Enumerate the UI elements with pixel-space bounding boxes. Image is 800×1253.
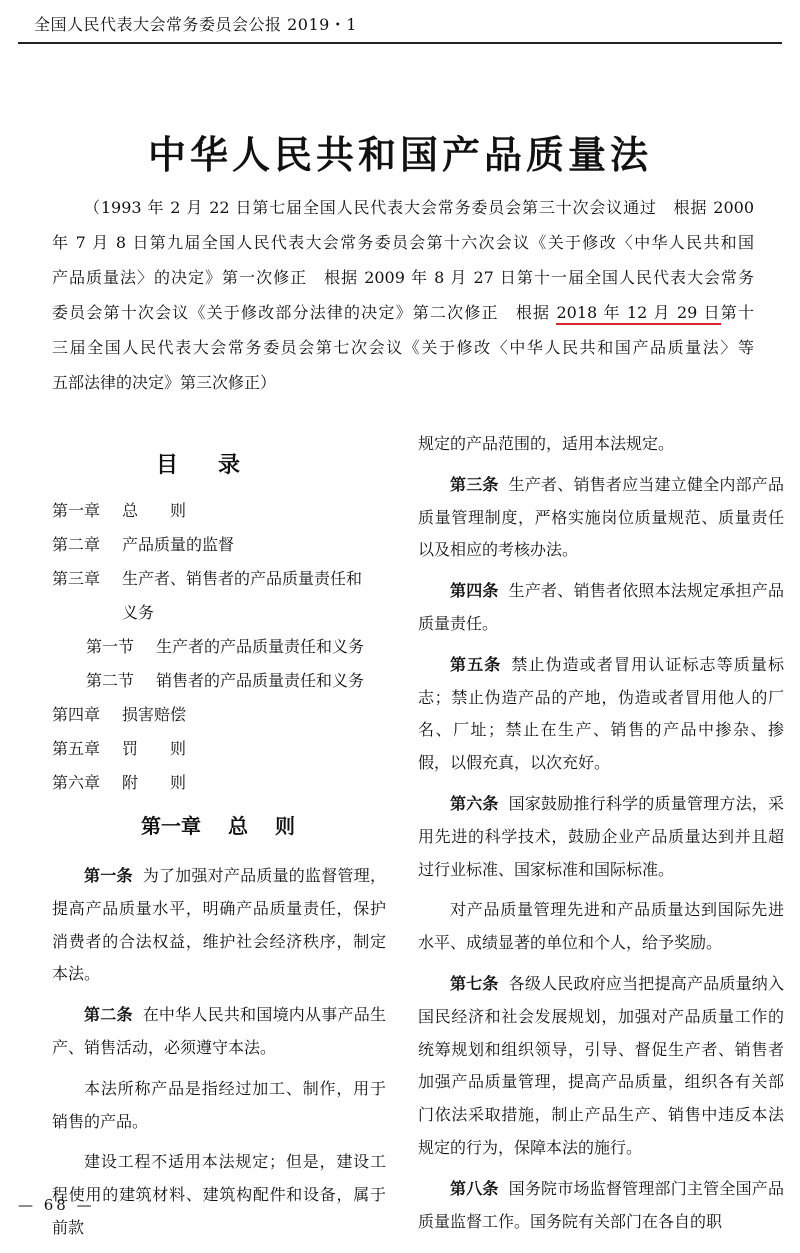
highlighted-date: 2018 年 12 月 29 日: [556, 303, 720, 325]
article-paragraph: [52, 860, 386, 991]
intro-line: 五部法律的决定》第三次修正）: [52, 373, 277, 392]
left-column-body: [52, 860, 386, 1253]
article-paragraph: [418, 1173, 784, 1239]
article-number: 第四条: [450, 581, 499, 601]
running-title: 全国人民代表大会常务委员会公报 2019・1: [34, 15, 357, 34]
intro-line: 产品质量法〉的决定》第一次修正 根据 2009 年 8 月 27 日第十一届全国人民代表大会常务: [52, 268, 754, 287]
chapter-name-part: 则: [274, 814, 295, 838]
article-number: 第五条: [450, 654, 502, 674]
toc-number: 第二节: [86, 671, 135, 690]
article-text: 生产者、销售者依照本法规定承担产品质量责任。: [418, 581, 784, 633]
article-paragraph: [418, 649, 784, 780]
toc-number: 第二章: [52, 535, 101, 554]
running-header: [18, 0, 782, 44]
article-number: 第七条: [450, 973, 499, 993]
article-paragraph: [52, 1073, 386, 1139]
page-number: — 68 —: [18, 1196, 95, 1214]
article-text: 国务院市场监督管理部门主管全国产品质量监督工作。国务院有关部门在各自的职: [418, 1178, 784, 1231]
article-text: 生产者、销售者应当建立健全内部产品质量管理制度，严格实施岗位质量规范、质量责任以及相应的考核办法。: [418, 474, 784, 560]
toc-number: 第五章: [52, 739, 101, 758]
legislative-history: [52, 190, 754, 400]
intro-line: 三届全国人民代表大会常务委员会第七次会议《关于修改〈中华人民共和国产品质量法〉等: [52, 338, 754, 357]
toc-name: 罚 则: [122, 739, 187, 758]
toc-name: 销售者的产品质量责任和义务: [156, 671, 365, 690]
chapter-number: 第一章: [141, 814, 202, 838]
toc-number: 第六章: [52, 773, 101, 792]
intro-text: 委员会第十次会议《关于修改部分法律的决定》第二次修正 根据: [52, 303, 557, 322]
article-number: 第二条: [84, 1005, 133, 1025]
article-paragraph: [418, 788, 784, 886]
document-title: 中华人民共和国产品质量法: [147, 132, 652, 177]
toc-title: 目录: [155, 452, 280, 478]
toc-number: 第一章: [52, 501, 101, 520]
article-paragraph: [418, 575, 784, 641]
article-number: 第一条: [84, 866, 133, 885]
toc-name: 生产者、销售者的产品质量责任和: [122, 569, 363, 588]
toc-entry[interactable]: [52, 766, 392, 800]
chapter-heading: [52, 810, 384, 839]
article-number: 第八条: [450, 1178, 499, 1198]
toc-entry[interactable]: [52, 494, 392, 528]
toc-name-continued: 义务: [122, 603, 155, 622]
toc-name: 生产者的产品质量责任和义务: [156, 637, 365, 656]
article-paragraph: [52, 1146, 386, 1244]
toc-name: 损害赔偿: [122, 705, 187, 724]
intro-line: 年 7 月 8 日第九届全国人民代表大会常务委员会第十六次会议《关于修改〈中华人民共和国: [52, 233, 754, 252]
article-paragraph: [418, 968, 784, 1165]
article-paragraph: [52, 999, 386, 1065]
right-column-body: [418, 428, 784, 1246]
toc-entry[interactable]: [52, 732, 392, 766]
table-of-contents: [52, 494, 392, 800]
toc-entry[interactable]: [52, 664, 392, 698]
article-text: 在中华人民共和国境内从事产品生产、销售活动，必须遵守本法。: [52, 1005, 386, 1057]
article-text: 国家鼓励推行科学的质量管理方法，采用先进的科学技术，鼓励企业产品质量达到并且超过行业标准、国家标准和国际标准。: [418, 793, 784, 879]
article-text: 对产品质量管理先进和产品质量达到国际先进水平、成绩显著的单位和个人，给予奖励。: [418, 900, 784, 953]
toc-number: 第一节: [86, 637, 135, 656]
article-text: 各级人民政府应当把提高产品质量纳入国民经济和社会发展规划，加强对产品质量工作的统筹规划和组织领导，引导、督促生产者、销售者加强产品质量管理，提高产品质量，组织各有关部门依法采取措施，制止产品生产、销售中违反本法规定的行为，保障本法的施行。: [418, 973, 784, 1157]
toc-number: 第三章: [52, 569, 101, 588]
article-text: 本法所称产品是指经过加工、制作，用于销售的产品。: [52, 1078, 386, 1131]
toc-entry[interactable]: [52, 630, 392, 664]
toc-entry[interactable]: [52, 562, 392, 596]
article-number: 第六条: [450, 793, 499, 813]
toc-entry[interactable]: [52, 528, 392, 562]
toc-number: 第四章: [52, 705, 101, 724]
intro-line-with-highlight: [52, 295, 754, 330]
article-text: 为了加强对产品质量的监督管理，提高产品质量水平，明确产品质量责任，保护消费者的合法权益，维护社会经济秩序，制定本法。: [52, 866, 386, 984]
toc-name: 总 则: [122, 501, 187, 520]
toc-name: 产品质量的监督: [122, 535, 235, 554]
article-text: 建设工程不适用本法规定；但是，建设工程使用的建筑材料、建筑构配件和设备，属于前款: [52, 1152, 386, 1237]
article-paragraph: [418, 469, 784, 567]
chapter-name-part: 总: [228, 814, 248, 838]
toc-name: 附 则: [122, 773, 187, 792]
header-rule: [18, 42, 782, 44]
intro-text: 第十: [720, 303, 754, 322]
article-paragraph: [418, 894, 784, 960]
article-number: 第三条: [450, 474, 499, 494]
article-continuation: 规定的产品范围的，适用本法规定。: [418, 434, 675, 453]
toc-entry[interactable]: [52, 698, 392, 732]
intro-line: （1993 年 2 月 22 日第七届全国人民代表大会常务委员会第三十次会议通过 根据 2000: [84, 198, 754, 217]
article-text: 禁止伪造或者冒用认证标志等质量标志；禁止伪造产品的产地，伪造或者冒用他人的厂名、厂址；禁止在生产、销售的产品中掺杂、掺假，以假充真，以次充好。: [418, 654, 784, 773]
